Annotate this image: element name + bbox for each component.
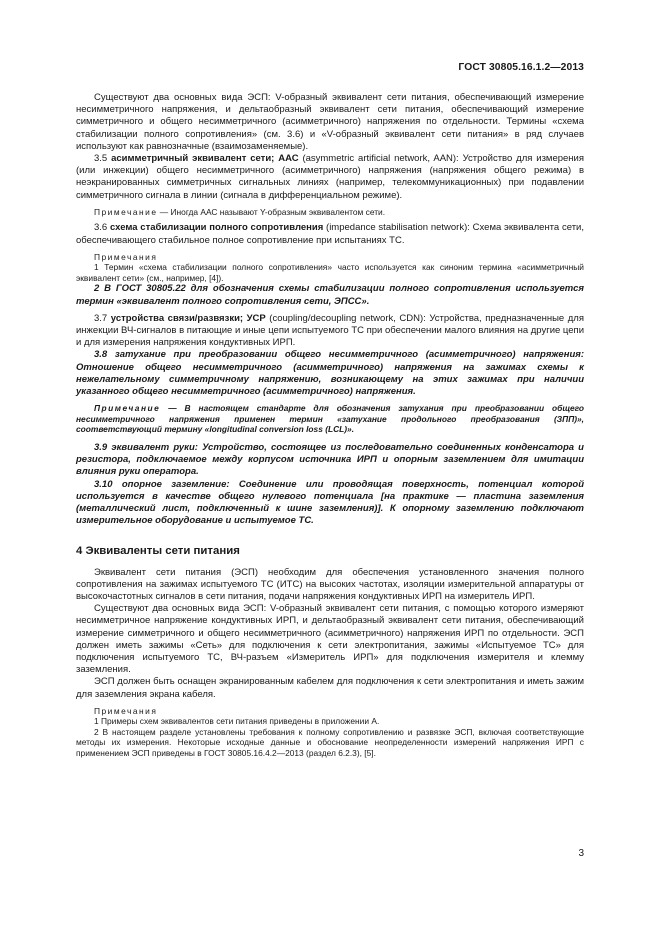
paragraph-lisn-types: Существуют два основных вида ЭСП: V-образный эквивалент сети питания, обеспечивающий измерение несимметричного напряжения, и дельтаобразный эквивалент сети питания, обеспечивающий измерение симметричного и общего несимметричного (асимметричного) напряжения по отдельности. Термины «схема стабилизации полного сопротивления» (см. 3.6) и «V-образный эквивалент сети питания» в ряд случаев используют как равнозначные (взаимозаменяемые). [76,92,584,152]
term-number: 3.5 [94,153,112,165]
term-definition: (impedance stabilisation network): Схема эквивалента сети, обеспечивающего стабильное полное сопротивление при испытаниях ТС. [76,222,584,246]
term-3-10: 3.10 опорное заземление: Соединение или проводящая поверхность, потенциал которой используется в качестве общего нулевого потенциала [на практике — пластина заземления (металлический лист, подключенный к шине заземления)]. К опорному заземлению подключают измерительное оборудование и испытуемое ТС. [76,478,584,527]
term-title: схема стабилизации полного сопротивления [109,222,324,234]
document-code-header: ГОСТ 30805.16.1.2—2013 [458,62,584,73]
notes-label-3-6: Примечания [94,251,158,262]
term-title: асимметричный эквивалент сети; ААС [111,153,299,165]
page-number: 3 [578,848,584,859]
section-4-heading: 4 Эквиваленты сети питания [76,545,240,558]
note-label: Примечание [94,206,158,217]
section-4-paragraph-2: Существуют два основных вида ЭСП: V-образный эквивалент сети питания, с помощью которого измеряют несимметричное напряжение кондуктивных ИРП, и дельтаобразный эквивалент сети питания, обеспечивающий измерение симметричного и общего несимметричного (асимметричного) напряжения ИРП по отдельности. ЭСП должен иметь зажимы «Сеть» для подключения к сети электропитания, зажимы «Испытуемое ТС» для подключения испытуемого ТС, ВЧ-разъем «Измеритель ИРП» для подключения измерителя и клемму заземления. [76,603,584,676]
section-4-paragraph-1: Эквивалент сети питания (ЭСП) необходим для обеспечения установленного значения полного сопротивления на зажимах испытуемого ТС (ИТС) на высоких частотах, изоляции измерительной аппаратуры от высокочастотных сигналов в сети питания, подачи напряжения кондуктивных ИРП на измеритель ИРП. [76,566,584,603]
note-text: — В настоящем стандарте для обозначения затухания при преобразовании общего несимметричного напряжения применен термин «затухание продольного преобразования (ЗПП)», соответствующий термину «longitudinal conversion loss (LCL)». [76,403,584,435]
term-definition: (coupling/decoupling network, CDN): Устройства, предназначенные для инжекции ВЧ-сигналов в питающие и иные цепи испытуемого ТС при обеспечении малого влияния на другие цепи и для измерения напряжения кондуктивных ИРП. [76,312,584,349]
note-3-5 [76,207,584,218]
term-3-7 [76,313,584,350]
document-body [76,92,584,759]
term-3-9: 3.9 эквивалент руки: Устройство, состоящее из последовательно соединенных конденсатора и резистора, подключаемое между корпусом источника ИРП и опорным заземлением для имитации влияния руки оператора. [76,442,584,478]
term-3-6 [76,222,584,246]
term-title: устройства связи/развязки; УСР [110,312,266,324]
note-3-8 [76,403,584,435]
term-number: 3.7 [94,312,111,324]
note-3-6-1: 1 Термин «схема стабилизации полного сопротивления» часто используется как синоним термина «асимметричный эквивалент сети» (см., например, [4]). [76,262,584,283]
term-definition: (asymmetric artificial network, AAN): Устройство для измерения (или инжекции) общего несимметричного (асимметричного) напряжения (напряжения общего режима) в неэкранированных симметричных сигнальных линиях (например, телекоммуникационных) при подавлении симметричного сигнала в линии (сигнала в дифференциальном режиме). [76,153,584,201]
term-3-8: 3.8 затухание при преобразовании общего несимметричного (асимметричного) напряжения: Отношение общего несимметричного (асимметричного) напряжения на зажимах схемы к нежелательному симметричному напряжению, возникающему на этих зажимах при наличии указанного общего несимметричного (асимметричного) напряжения. [76,349,584,398]
section-4-paragraph-3: ЭСП должен быть оснащен экранированным кабелем для подключения к сети электропитания и иметь зажим для заземления экрана кабеля. [76,676,584,700]
section-4-note-1: 1 Примеры схем эквивалентов сети питания приведены в приложении А. [94,716,380,727]
section-4-note-2: 2 В настоящем разделе установлены требования к полному сопротивлению и развязке ЭСП, включая соответствующие методы их измерения. Некоторые исходные данные и обоснование неопределенности измерений напряжения ИРП с применением ЭСП приведены в ГОСТ 30805.16.4.2—2013 (раздел 6.2.3), [5]. [76,726,584,759]
note-label: Примечание [94,403,161,414]
term-3-5 [76,153,584,202]
section-4-notes-label: Примечания [94,705,158,716]
note-3-6-2: 2 В ГОСТ 30805.22 для обозначения схемы стабилизации полного сопротивления используется термин «эквивалент полного сопротивления сети, ЭПСС». [76,283,584,307]
note-text: — Иногда ААС называют Y-образным эквивалентом сети. [157,206,386,217]
term-number: 3.6 [94,222,110,234]
